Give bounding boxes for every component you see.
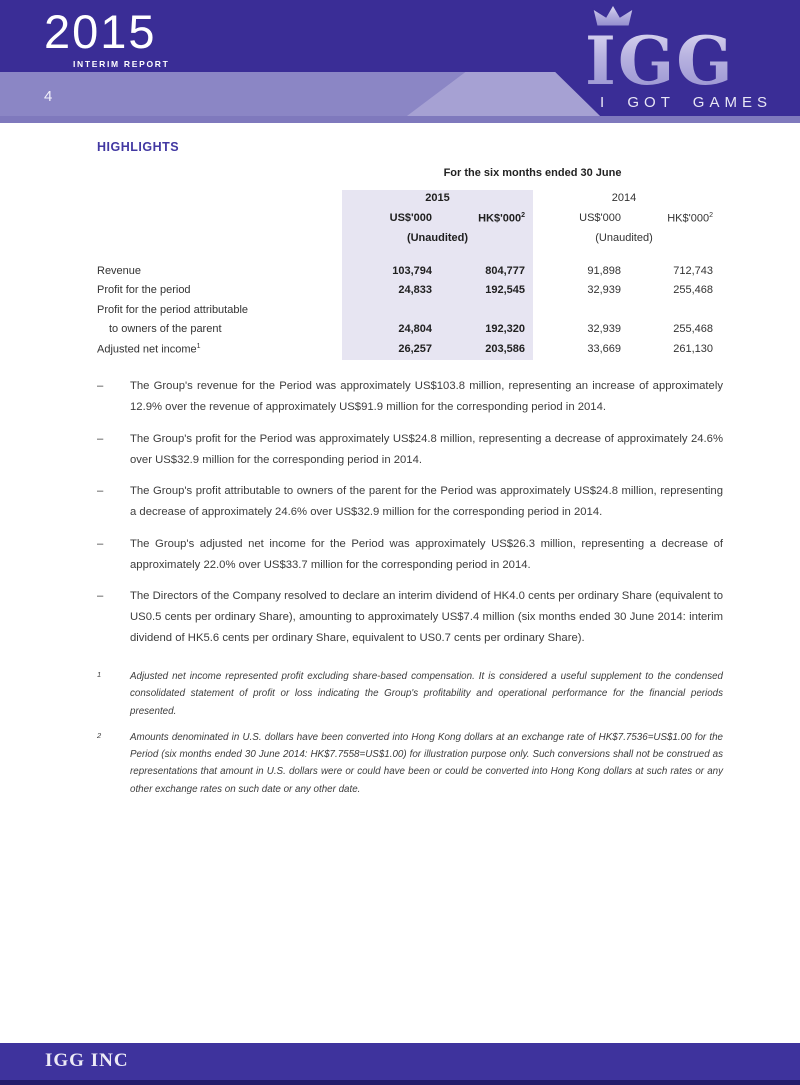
page-footer bbox=[0, 1043, 800, 1085]
unaudited-2015: (Unaudited) bbox=[406, 232, 469, 244]
table-row-profit: Profit for the period 24,833 192,545 32,939 255,468 bbox=[97, 284, 713, 297]
igg-logo bbox=[580, 4, 792, 111]
company-name: IGG INC bbox=[45, 1050, 129, 1071]
unit-us-2015: US$'000 bbox=[389, 212, 432, 224]
footnotes bbox=[97, 668, 723, 807]
year-2015-header: 2015 bbox=[425, 192, 450, 204]
bullet-profit-attributable: – The Group's profit attributable to owners of the parent for the Period was approximately US$24.8 million, representing a decrease of approximately 24.6% over US$32.9 million for the corresponding period in 2014. bbox=[97, 481, 723, 523]
igg-tagline: I GOT GAMES bbox=[600, 94, 772, 111]
table-caption-row bbox=[97, 167, 723, 190]
unit-hk-2014: $HK\$'000^2$ bbox=[667, 212, 713, 225]
header-bottom-strip bbox=[0, 116, 800, 123]
highlights-bullet-list bbox=[97, 376, 723, 660]
footnote-marker: 2 bbox=[97, 730, 102, 740]
bullet-dash: – bbox=[97, 485, 104, 497]
table-row-revenue: Revenue 103,794 804,777 91,898 712,743 bbox=[97, 265, 713, 277]
bullet-profit: – The Group's profit for the Period was approximately US$24.8 million, representing a decrease of approximately 24.6% over US$32.9 million for the corresponding period in 2014. bbox=[97, 429, 723, 471]
section-title-highlights: HIGHLIGHTS bbox=[97, 140, 180, 154]
page-number: 4 bbox=[44, 88, 53, 105]
footnote-1: 1 Adjusted net income represented profit excluding share-based compensation. It is considered a useful supplement to the condensed consolidated statement of profit or loss indicating the Group's profitability and operational performance for the financial periods presented. bbox=[97, 668, 723, 720]
footnote-ref-2: 2 bbox=[521, 212, 525, 219]
bullet-dash: – bbox=[97, 432, 104, 445]
year-text: 2015 bbox=[44, 5, 157, 58]
year-2014-header: 2014 bbox=[611, 192, 637, 204]
table-unaudited-row bbox=[97, 230, 723, 250]
table-year-row bbox=[97, 190, 723, 210]
igg-logo-text: IGG bbox=[585, 22, 735, 88]
footnote-ref-1: 1 bbox=[196, 342, 201, 350]
interim-report-label: INTERIM REPORT bbox=[73, 59, 170, 69]
footnote-ref-2: 2 bbox=[709, 212, 713, 219]
page-header bbox=[0, 0, 800, 123]
unit-us-2014: US$'000 bbox=[579, 212, 621, 224]
unit-hk-2015: $HK\$'000^2$ bbox=[478, 212, 525, 225]
bullet-dash: – bbox=[97, 380, 104, 392]
report-year-logo bbox=[44, 5, 170, 69]
financial-highlights-table bbox=[97, 167, 723, 360]
table-row-profit-attributable: Profit for the period attributable bbox=[97, 303, 249, 316]
table-row-adjusted-net-income: Adjusted net income$^1$ 26,257 203,586 33,669 261,130 bbox=[97, 342, 713, 356]
table-caption: For the six months ended 30 June bbox=[443, 167, 622, 179]
footnote-marker: 1 bbox=[97, 670, 102, 679]
bullet-adjusted-net-income: – The Group's adjusted net income for the Period was approximately US$26.3 million, representing a decrease of approximately 22.0% over US$33.7 million for the corresponding period in 2014. bbox=[97, 534, 723, 576]
footnote-2: 2 Amounts denominated in U.S. dollars have been converted into Hong Kong dollars at an exchange rate of HK$7.7536=US$1.00 for the Period (six months ended 30 June 2014: HK$7.7558=US$1.00) for illustration purpose only. Such conversions shall not be construed as representations that amount in U.S. dollars were or could have been or could be converted into Hong Kong dollars at such rates or any other exchange rates on such date or any other date. bbox=[97, 729, 723, 798]
bullet-dash: – bbox=[97, 590, 104, 602]
table-row-owners-of-parent: to owners of the parent 24,804 192,320 32,939 255,468 bbox=[109, 323, 713, 336]
igg-logo-graphic bbox=[583, 4, 789, 88]
bullet-dash: – bbox=[97, 537, 104, 550]
bullet-revenue: – The Group's revenue for the Period was approximately US$103.8 million, representing an increase of approximately 12.9% over the revenue of approximately US$91.9 million for the corresponding period in 2014. bbox=[97, 376, 723, 418]
bullet-dividend: – The Directors of the Company resolved to declare an interim dividend of HK4.0 cents per ordinary Share (equivalent to US0.5 cents per ordinary Share), amounting to approximately US$7.4 million (six months ended 30 June 2014: interim dividend of HK5.6 cents per ordinary Share, equivalent to US0.7 cents per ordinary Share). bbox=[97, 586, 723, 649]
table-units-row bbox=[97, 210, 723, 230]
unaudited-2014: (Unaudited) bbox=[595, 232, 653, 244]
